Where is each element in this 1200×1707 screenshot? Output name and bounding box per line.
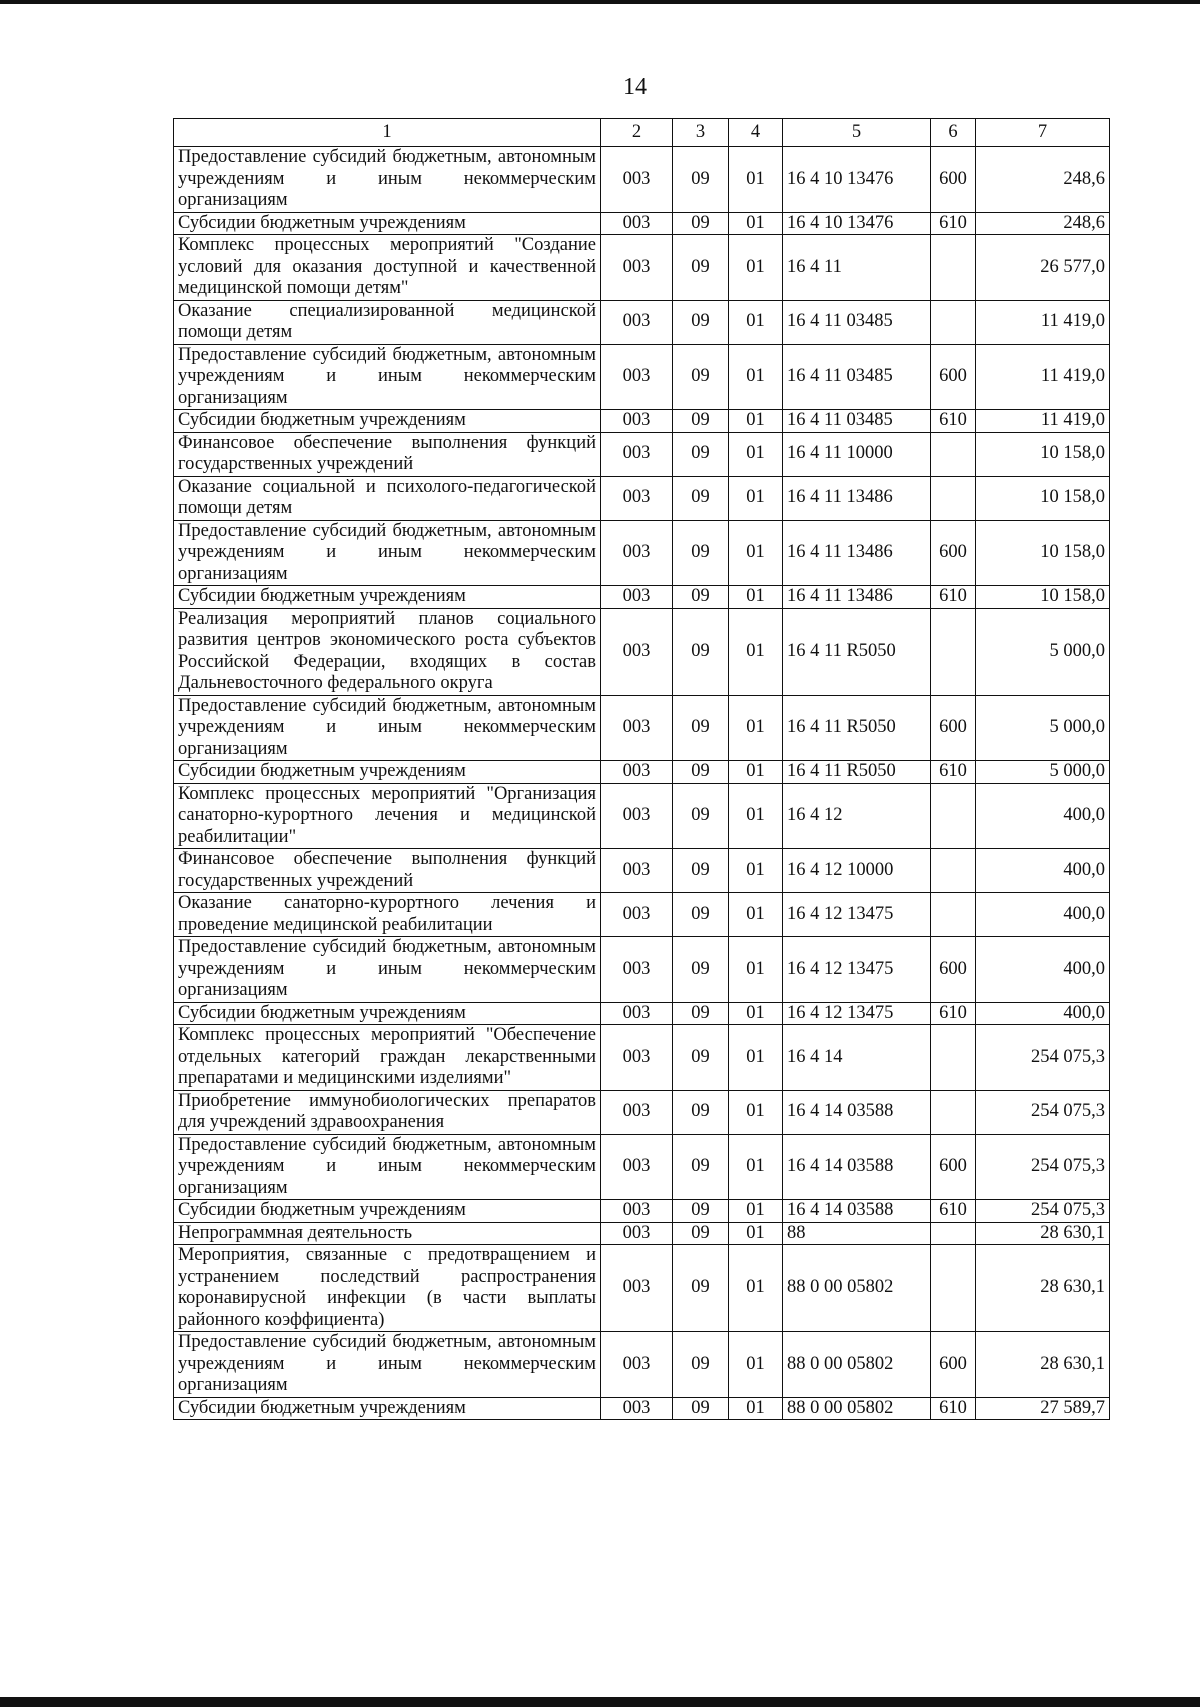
row-target-article-code: 16 4 11 13486 <box>783 520 931 586</box>
row-expense-type-code <box>931 432 976 476</box>
row-amount: 28 630,1 <box>976 1245 1110 1332</box>
row-name: Комплекс процессных мероприятий "Создание условий для оказания доступной и качественной медицинской помощи детям" <box>174 235 601 301</box>
table-row <box>174 1025 1110 1091</box>
row-target-article-code: 16 4 11 13486 <box>783 476 931 520</box>
row-subsection-code: 01 <box>729 1090 783 1134</box>
row-section-code: 09 <box>673 586 729 609</box>
table-row <box>174 761 1110 784</box>
row-expense-type-code: 600 <box>931 1134 976 1200</box>
row-name: Субсидии бюджетным учреждениям <box>174 410 601 433</box>
row-target-article-code: 16 4 12 10000 <box>783 849 931 893</box>
header-col-2: 2 <box>601 119 673 147</box>
row-amount: 10 158,0 <box>976 520 1110 586</box>
row-subsection-code: 01 <box>729 586 783 609</box>
table-row <box>174 476 1110 520</box>
row-grbs-code: 003 <box>601 1222 673 1245</box>
row-grbs-code: 003 <box>601 1090 673 1134</box>
row-section-code: 09 <box>673 783 729 849</box>
row-grbs-code: 003 <box>601 410 673 433</box>
row-section-code: 09 <box>673 344 729 410</box>
row-target-article-code: 16 4 11 R5050 <box>783 695 931 761</box>
row-amount: 5 000,0 <box>976 695 1110 761</box>
row-section-code: 09 <box>673 849 729 893</box>
header-col-4: 4 <box>729 119 783 147</box>
row-section-code: 09 <box>673 1222 729 1245</box>
row-expense-type-code <box>931 893 976 937</box>
header-col-7: 7 <box>976 119 1110 147</box>
row-target-article-code: 16 4 11 03485 <box>783 410 931 433</box>
row-expense-type-code <box>931 1222 976 1245</box>
row-amount: 26 577,0 <box>976 235 1110 301</box>
row-section-code: 09 <box>673 761 729 784</box>
row-grbs-code: 003 <box>601 432 673 476</box>
row-section-code: 09 <box>673 1245 729 1332</box>
row-grbs-code: 003 <box>601 235 673 301</box>
row-grbs-code: 003 <box>601 893 673 937</box>
header-col-6: 6 <box>931 119 976 147</box>
row-subsection-code: 01 <box>729 849 783 893</box>
row-name: Комплекс процессных мероприятий "Обеспечение отдельных категорий граждан лекарственными препаратами и медицинскими изделиями" <box>174 1025 601 1091</box>
row-target-article-code: 88 0 00 05802 <box>783 1245 931 1332</box>
table-row <box>174 695 1110 761</box>
row-name: Предоставление субсидий бюджетным, автономным учреждениям и иным некоммерческим организациям <box>174 1332 601 1398</box>
row-target-article-code: 16 4 14 03588 <box>783 1200 931 1223</box>
row-name: Субсидии бюджетным учреждениям <box>174 212 601 235</box>
row-subsection-code: 01 <box>729 147 783 213</box>
row-expense-type-code: 610 <box>931 410 976 433</box>
row-target-article-code: 88 0 00 05802 <box>783 1397 931 1420</box>
row-expense-type-code <box>931 849 976 893</box>
row-subsection-code: 01 <box>729 476 783 520</box>
table-row <box>174 520 1110 586</box>
row-amount: 400,0 <box>976 783 1110 849</box>
row-name: Субсидии бюджетным учреждениям <box>174 1200 601 1223</box>
table-row <box>174 235 1110 301</box>
row-name: Оказание социальной и психолого-педагогической помощи детям <box>174 476 601 520</box>
row-expense-type-code: 600 <box>931 147 976 213</box>
row-expense-type-code: 600 <box>931 520 976 586</box>
row-section-code: 09 <box>673 1025 729 1091</box>
row-expense-type-code: 600 <box>931 344 976 410</box>
row-grbs-code: 003 <box>601 300 673 344</box>
table-header <box>174 119 1110 147</box>
row-grbs-code: 003 <box>601 1332 673 1398</box>
header-col-1: 1 <box>174 119 601 147</box>
row-name: Финансовое обеспечение выполнения функций государственных учреждений <box>174 849 601 893</box>
row-grbs-code: 003 <box>601 1245 673 1332</box>
row-amount: 10 158,0 <box>976 586 1110 609</box>
row-target-article-code: 88 0 00 05802 <box>783 1332 931 1398</box>
row-grbs-code: 003 <box>601 761 673 784</box>
row-name: Мероприятия, связанные с предотвращением и устранением последствий распространения коронавирусной инфекции (в части выплаты районного коэффициента) <box>174 1245 601 1332</box>
budget-table <box>173 118 1110 1420</box>
row-subsection-code: 01 <box>729 1222 783 1245</box>
row-amount: 248,6 <box>976 212 1110 235</box>
row-section-code: 09 <box>673 147 729 213</box>
row-amount: 254 075,3 <box>976 1025 1110 1091</box>
row-target-article-code: 16 4 12 13475 <box>783 937 931 1003</box>
row-grbs-code: 003 <box>601 147 673 213</box>
page-top-edge <box>0 0 1200 4</box>
row-target-article-code: 16 4 14 03588 <box>783 1134 931 1200</box>
row-section-code: 09 <box>673 476 729 520</box>
row-expense-type-code <box>931 1025 976 1091</box>
row-grbs-code: 003 <box>601 476 673 520</box>
row-section-code: 09 <box>673 893 729 937</box>
row-name: Предоставление субсидий бюджетным, автономным учреждениям и иным некоммерческим организациям <box>174 695 601 761</box>
row-target-article-code: 16 4 11 R5050 <box>783 761 931 784</box>
row-subsection-code: 01 <box>729 695 783 761</box>
row-name: Предоставление субсидий бюджетным, автономным учреждениям и иным некоммерческим организациям <box>174 520 601 586</box>
row-expense-type-code <box>931 300 976 344</box>
table-row <box>174 1200 1110 1223</box>
row-name: Предоставление субсидий бюджетным, автономным учреждениям и иным некоммерческим организациям <box>174 344 601 410</box>
row-grbs-code: 003 <box>601 520 673 586</box>
row-section-code: 09 <box>673 432 729 476</box>
row-expense-type-code <box>931 235 976 301</box>
row-target-article-code: 16 4 11 03485 <box>783 300 931 344</box>
row-amount: 11 419,0 <box>976 344 1110 410</box>
row-grbs-code: 003 <box>601 849 673 893</box>
row-name: Предоставление субсидий бюджетным, автономным учреждениям и иным некоммерческим организациям <box>174 147 601 213</box>
row-amount: 400,0 <box>976 849 1110 893</box>
row-target-article-code: 16 4 11 13486 <box>783 586 931 609</box>
row-expense-type-code: 610 <box>931 586 976 609</box>
row-section-code: 09 <box>673 235 729 301</box>
row-section-code: 09 <box>673 410 729 433</box>
table-row <box>174 783 1110 849</box>
row-subsection-code: 01 <box>729 1245 783 1332</box>
table-row <box>174 893 1110 937</box>
table-row <box>174 849 1110 893</box>
row-name: Непрограммная деятельность <box>174 1222 601 1245</box>
row-subsection-code: 01 <box>729 608 783 695</box>
row-section-code: 09 <box>673 608 729 695</box>
row-subsection-code: 01 <box>729 410 783 433</box>
table-row <box>174 432 1110 476</box>
row-grbs-code: 003 <box>601 1002 673 1025</box>
table-row <box>174 1397 1110 1420</box>
row-name: Предоставление субсидий бюджетным, автономным учреждениям и иным некоммерческим организациям <box>174 1134 601 1200</box>
row-grbs-code: 003 <box>601 1025 673 1091</box>
row-expense-type-code: 600 <box>931 937 976 1003</box>
table-row <box>174 608 1110 695</box>
row-target-article-code: 16 4 11 <box>783 235 931 301</box>
row-grbs-code: 003 <box>601 783 673 849</box>
row-amount: 400,0 <box>976 893 1110 937</box>
row-subsection-code: 01 <box>729 1025 783 1091</box>
row-target-article-code: 16 4 11 10000 <box>783 432 931 476</box>
row-amount: 248,6 <box>976 147 1110 213</box>
row-subsection-code: 01 <box>729 1332 783 1398</box>
row-amount: 10 158,0 <box>976 432 1110 476</box>
row-target-article-code: 16 4 14 <box>783 1025 931 1091</box>
row-subsection-code: 01 <box>729 1134 783 1200</box>
row-name: Оказание санаторно-курортного лечения и проведение медицинской реабилитации <box>174 893 601 937</box>
row-amount: 28 630,1 <box>976 1332 1110 1398</box>
row-grbs-code: 003 <box>601 1397 673 1420</box>
row-target-article-code: 16 4 11 R5050 <box>783 608 931 695</box>
row-grbs-code: 003 <box>601 608 673 695</box>
row-grbs-code: 003 <box>601 937 673 1003</box>
row-expense-type-code: 600 <box>931 695 976 761</box>
row-expense-type-code: 610 <box>931 212 976 235</box>
row-amount: 11 419,0 <box>976 300 1110 344</box>
row-section-code: 09 <box>673 212 729 235</box>
row-subsection-code: 01 <box>729 761 783 784</box>
row-target-article-code: 16 4 11 03485 <box>783 344 931 410</box>
row-amount: 11 419,0 <box>976 410 1110 433</box>
row-target-article-code: 16 4 10 13476 <box>783 212 931 235</box>
row-name: Оказание специализированной медицинской помощи детям <box>174 300 601 344</box>
row-grbs-code: 003 <box>601 1200 673 1223</box>
row-subsection-code: 01 <box>729 1002 783 1025</box>
table-row <box>174 300 1110 344</box>
row-section-code: 09 <box>673 695 729 761</box>
row-name: Финансовое обеспечение выполнения функций государственных учреждений <box>174 432 601 476</box>
row-subsection-code: 01 <box>729 432 783 476</box>
row-subsection-code: 01 <box>729 1200 783 1223</box>
row-subsection-code: 01 <box>729 783 783 849</box>
table-row <box>174 344 1110 410</box>
row-section-code: 09 <box>673 1090 729 1134</box>
row-name: Комплекс процессных мероприятий "Организация санаторно-курортного лечения и медицинской реабилитации" <box>174 783 601 849</box>
table-row <box>174 1002 1110 1025</box>
row-name: Реализация мероприятий планов социального развития центров экономического роста субъектов Российской Федерации, входящих в состав Дальневосточного федерального округа <box>174 608 601 695</box>
row-amount: 27 589,7 <box>976 1397 1110 1420</box>
row-section-code: 09 <box>673 1200 729 1223</box>
row-name: Субсидии бюджетным учреждениям <box>174 1002 601 1025</box>
table-body <box>174 147 1110 1420</box>
row-target-article-code: 16 4 10 13476 <box>783 147 931 213</box>
table-row <box>174 1332 1110 1398</box>
row-expense-type-code <box>931 783 976 849</box>
row-section-code: 09 <box>673 520 729 586</box>
row-expense-type-code: 610 <box>931 761 976 784</box>
row-subsection-code: 01 <box>729 520 783 586</box>
row-name: Приобретение иммунобиологических препаратов для учреждений здравоохранения <box>174 1090 601 1134</box>
table-row <box>174 1222 1110 1245</box>
row-amount: 5 000,0 <box>976 608 1110 695</box>
row-amount: 254 075,3 <box>976 1200 1110 1223</box>
row-amount: 10 158,0 <box>976 476 1110 520</box>
table-row <box>174 410 1110 433</box>
row-section-code: 09 <box>673 1134 729 1200</box>
row-name: Субсидии бюджетным учреждениям <box>174 761 601 784</box>
row-target-article-code: 16 4 12 13475 <box>783 1002 931 1025</box>
header-col-3: 3 <box>673 119 729 147</box>
row-grbs-code: 003 <box>601 695 673 761</box>
row-subsection-code: 01 <box>729 212 783 235</box>
row-subsection-code: 01 <box>729 235 783 301</box>
header-row <box>174 119 1110 147</box>
row-target-article-code: 16 4 12 13475 <box>783 893 931 937</box>
table-row <box>174 937 1110 1003</box>
row-section-code: 09 <box>673 1397 729 1420</box>
row-name: Предоставление субсидий бюджетным, автономным учреждениям и иным некоммерческим организациям <box>174 937 601 1003</box>
row-section-code: 09 <box>673 937 729 1003</box>
row-target-article-code: 16 4 12 <box>783 783 931 849</box>
row-expense-type-code: 610 <box>931 1200 976 1223</box>
row-section-code: 09 <box>673 300 729 344</box>
row-expense-type-code: 600 <box>931 1332 976 1398</box>
row-target-article-code: 16 4 14 03588 <box>783 1090 931 1134</box>
row-grbs-code: 003 <box>601 344 673 410</box>
page-number: 14 <box>623 74 647 100</box>
row-amount: 28 630,1 <box>976 1222 1110 1245</box>
table-row <box>174 147 1110 213</box>
row-name: Субсидии бюджетным учреждениям <box>174 1397 601 1420</box>
table-row <box>174 1090 1110 1134</box>
row-target-article-code: 88 <box>783 1222 931 1245</box>
header-col-5: 5 <box>783 119 931 147</box>
row-amount: 254 075,3 <box>976 1090 1110 1134</box>
row-grbs-code: 003 <box>601 1134 673 1200</box>
page-bottom-edge <box>0 1697 1200 1707</box>
row-subsection-code: 01 <box>729 937 783 1003</box>
row-expense-type-code <box>931 1245 976 1332</box>
row-grbs-code: 003 <box>601 586 673 609</box>
table-row <box>174 212 1110 235</box>
row-expense-type-code <box>931 608 976 695</box>
row-amount: 400,0 <box>976 937 1110 1003</box>
table-row <box>174 1245 1110 1332</box>
row-expense-type-code: 610 <box>931 1002 976 1025</box>
table-row <box>174 1134 1110 1200</box>
row-subsection-code: 01 <box>729 1397 783 1420</box>
row-expense-type-code <box>931 1090 976 1134</box>
row-name: Субсидии бюджетным учреждениям <box>174 586 601 609</box>
row-section-code: 09 <box>673 1002 729 1025</box>
row-subsection-code: 01 <box>729 893 783 937</box>
row-amount: 400,0 <box>976 1002 1110 1025</box>
row-subsection-code: 01 <box>729 300 783 344</box>
row-section-code: 09 <box>673 1332 729 1398</box>
row-expense-type-code: 610 <box>931 1397 976 1420</box>
row-expense-type-code <box>931 476 976 520</box>
row-grbs-code: 003 <box>601 212 673 235</box>
row-amount: 254 075,3 <box>976 1134 1110 1200</box>
table-row <box>174 586 1110 609</box>
row-subsection-code: 01 <box>729 344 783 410</box>
row-amount: 5 000,0 <box>976 761 1110 784</box>
